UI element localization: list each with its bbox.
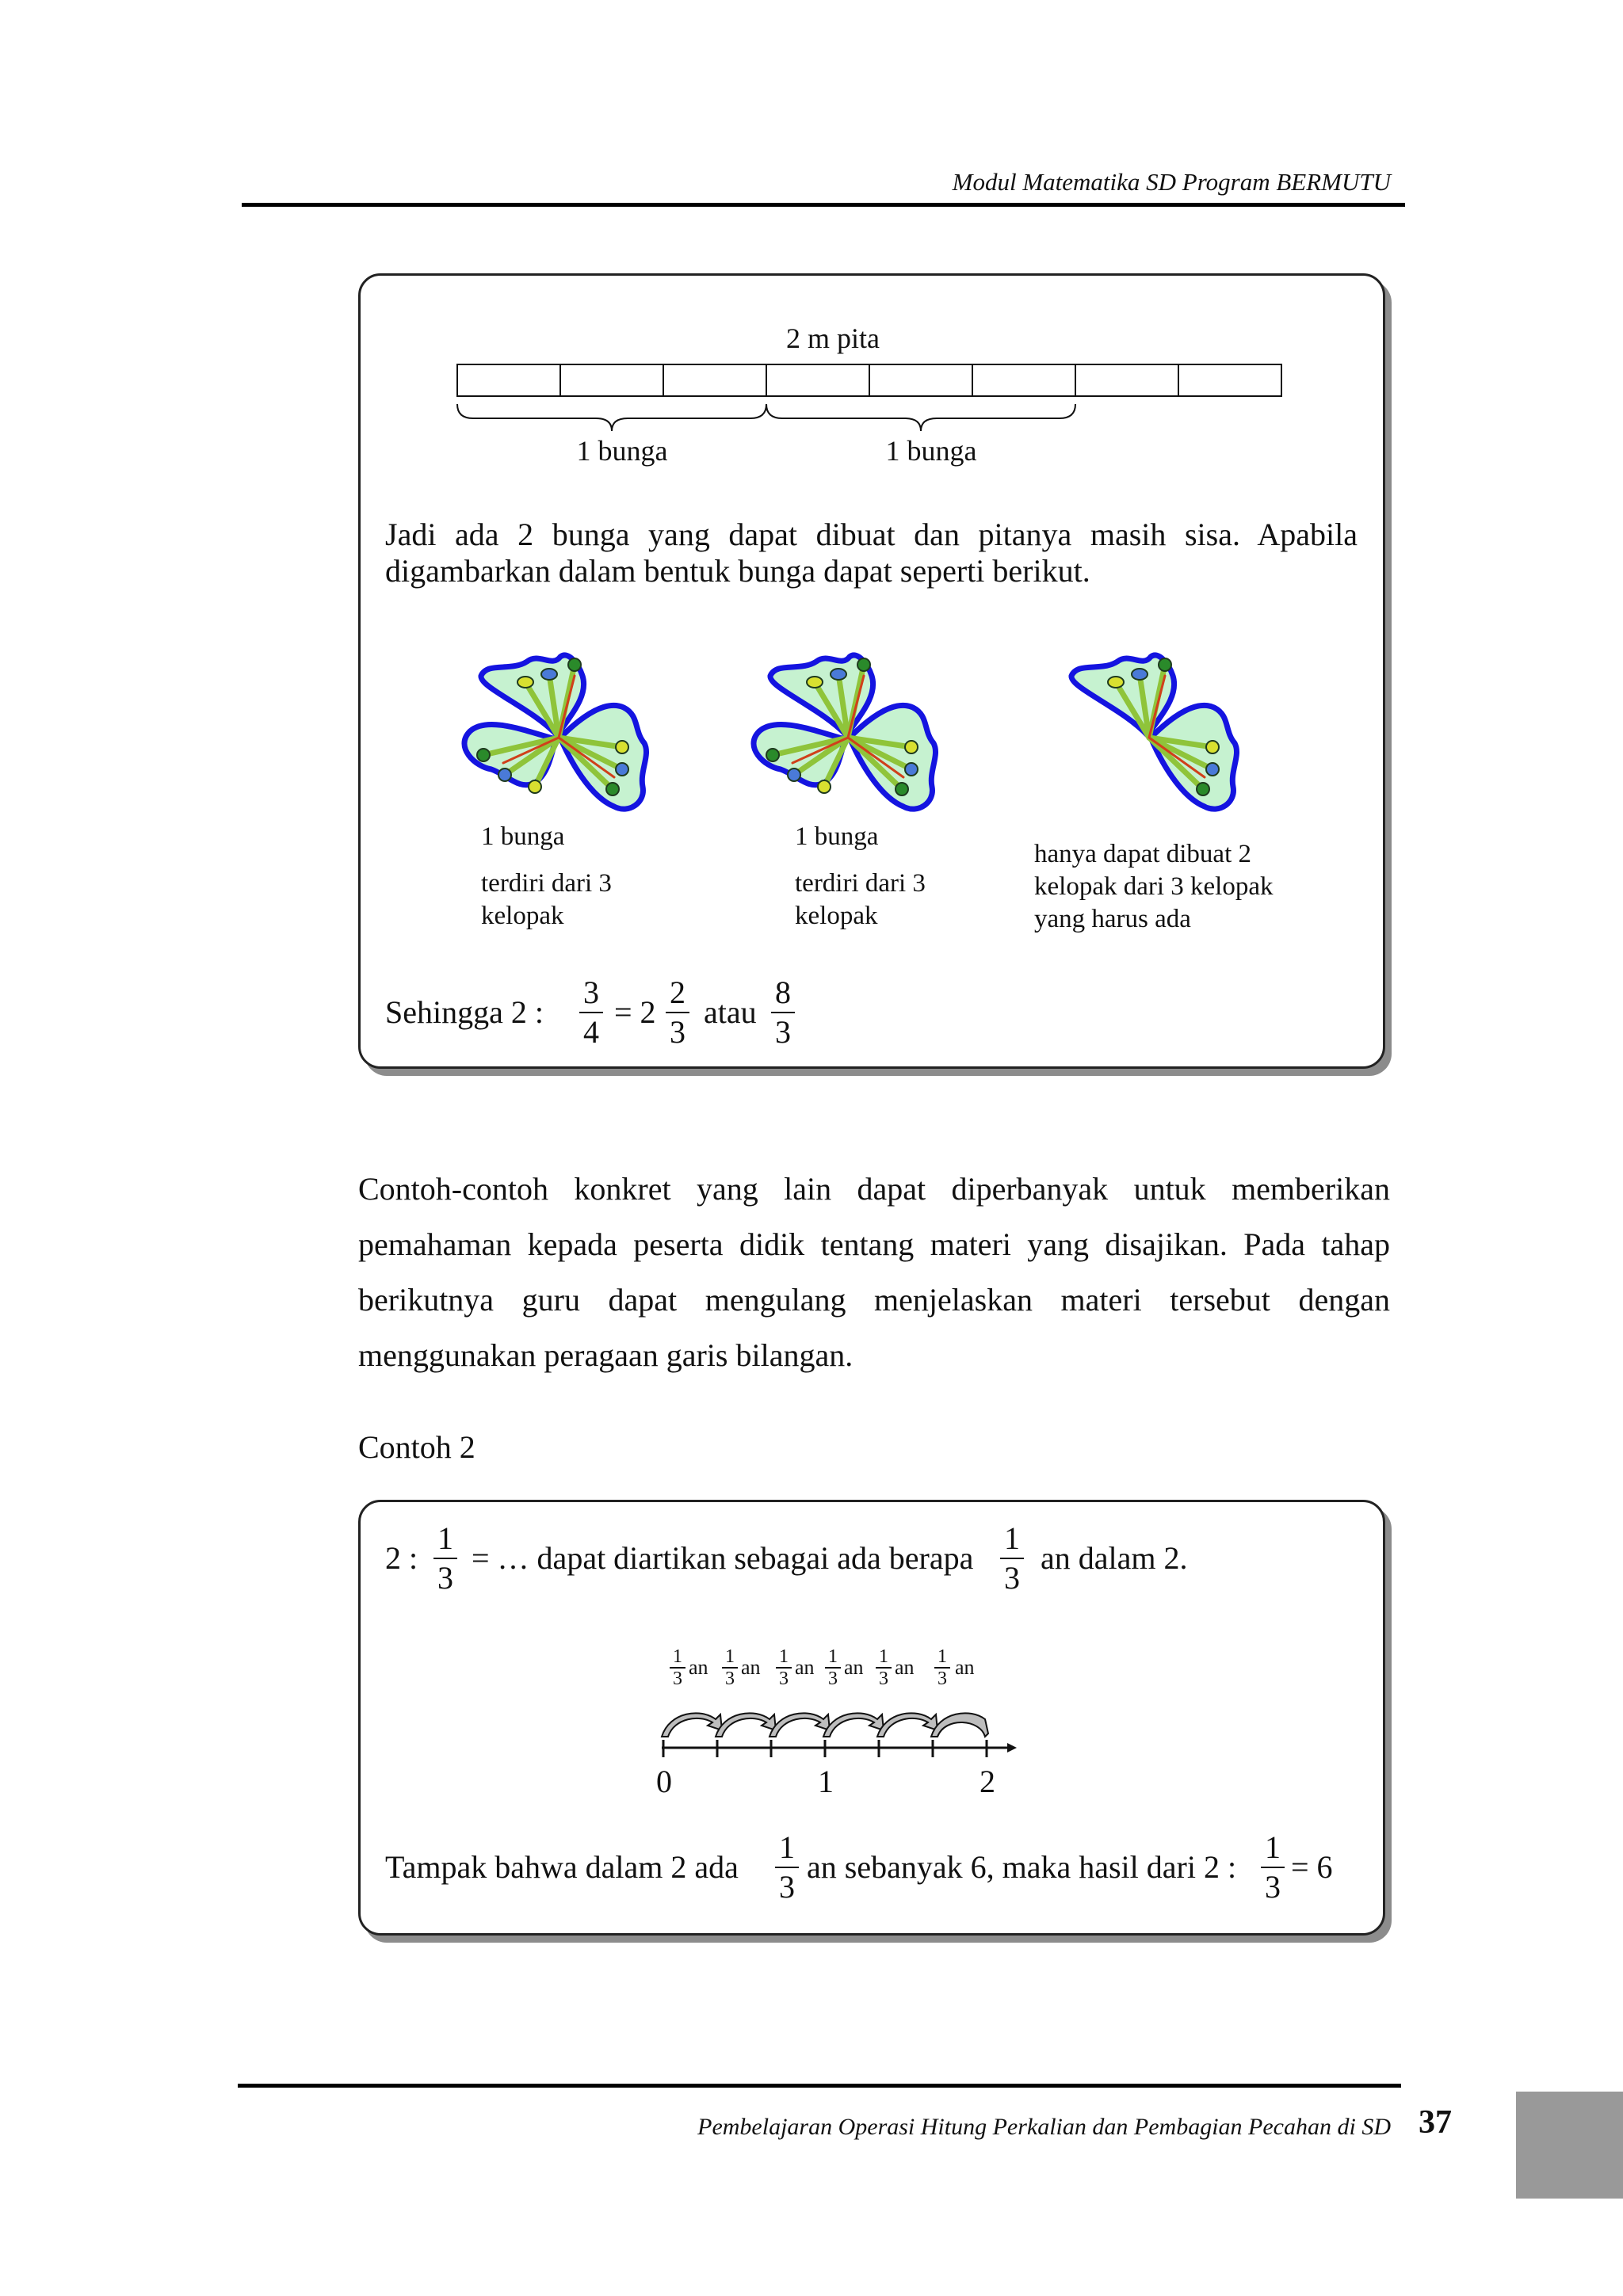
fraction-bar	[1261, 1867, 1285, 1868]
flower3-desc-2: kelopak dari 3 kelopak	[1034, 872, 1274, 901]
hop-arrow-5	[877, 1713, 938, 1737]
hop-label-fraction-6: 1 3	[934, 1647, 950, 1688]
numerator: 1	[1004, 1520, 1020, 1556]
flower-2	[745, 636, 951, 822]
axis-arrowhead	[1007, 1743, 1017, 1753]
box2-line1-fraction-1	[433, 1520, 457, 1596]
flower2-desc-1: terdiri dari 3	[795, 869, 926, 898]
hop-label-suffix-5: an	[895, 1656, 915, 1679]
tick-label-0: 0	[656, 1764, 672, 1799]
brace-left	[457, 404, 766, 431]
hop-label-suffix-6: an	[955, 1656, 975, 1679]
equation-equals: = 2	[614, 994, 656, 1030]
running-header: Modul Matematika SD Program BERMUTU	[952, 168, 1391, 196]
brace-label-1: 1 bunga	[576, 435, 668, 467]
flower1-desc-2: kelopak	[481, 902, 564, 930]
brace-label-2: 1 bunga	[885, 435, 977, 467]
numerator: 2	[670, 974, 685, 1010]
hop-label-fraction-2: 1 3	[722, 1647, 738, 1688]
footer-title: Pembelajaran Operasi Hitung Perkalian dan Pembagian Pecahan di SD	[697, 2114, 1391, 2140]
hop-arrows	[662, 1713, 988, 1737]
body-line-4: menggunakan peragaan garis bilangan.	[358, 1337, 854, 1373]
equation-fraction-1	[579, 974, 603, 1050]
numerator: 1	[437, 1520, 453, 1556]
hop-arrow-3	[769, 1713, 830, 1737]
example-heading: Contoh 2	[358, 1429, 475, 1465]
number-line	[654, 1702, 1018, 1773]
tick-label-2: 2	[980, 1764, 995, 1799]
denominator: 3	[670, 1014, 685, 1050]
flower1-title: 1 bunga	[481, 822, 565, 851]
denominator: 3	[1265, 1869, 1281, 1905]
numerator: 3	[583, 974, 599, 1010]
fraction-bar	[1000, 1558, 1024, 1559]
hop-arrow-1	[662, 1713, 722, 1737]
flower-1	[456, 636, 662, 822]
box2-line1-fraction-2	[1000, 1520, 1024, 1596]
ribbon-segments	[457, 364, 1281, 396]
conclusion-fraction-1	[775, 1829, 799, 1905]
box1-paragraph: Jadi ada 2 bunga yang dapat dibuat dan pitanya masih sisa. Apabila digambarkan dalam bentuk bunga dapat seperti berikut.	[385, 517, 1358, 589]
body-line-3: berikutnya guru dapat mengulang menjelaskan materi tersebut dengan	[358, 1282, 1390, 1318]
hop-arrow-2	[716, 1713, 776, 1737]
hop-arrow-4	[823, 1713, 884, 1737]
equation-fraction-3	[771, 974, 795, 1050]
hop-label-fraction-3: 1 3	[776, 1647, 792, 1688]
body-paragraph	[358, 1161, 1390, 1383]
denominator: 3	[779, 1869, 795, 1905]
denominator: 3	[437, 1560, 453, 1596]
numerator: 1	[1265, 1829, 1281, 1865]
hop-label-suffix-1: an	[689, 1656, 708, 1679]
flower1-desc-1: terdiri dari 3	[481, 869, 612, 898]
box2-line1-middle: = … dapat diartikan sebagai ada berapa	[472, 1540, 974, 1576]
denominator: 3	[775, 1014, 791, 1050]
fraction-bar	[771, 1012, 795, 1013]
flower2-title: 1 bunga	[795, 822, 879, 851]
tick-label-1: 1	[818, 1764, 834, 1799]
flower2-desc-2: kelopak	[795, 902, 878, 930]
footer-rule	[238, 2084, 1401, 2088]
conclusion-fraction-2	[1261, 1829, 1285, 1905]
fraction-bar	[579, 1012, 603, 1013]
ribbon-label: 2 m pita	[786, 322, 880, 354]
numerator: 8	[775, 974, 791, 1010]
fraction-bar	[666, 1012, 689, 1013]
hop-arrow-6	[931, 1713, 988, 1737]
body-line-1: Contoh-contoh konkret yang lain dapat diperbanyak untuk memberikan	[358, 1171, 1390, 1207]
fraction-bar	[433, 1558, 457, 1559]
conclusion-suffix: = 6	[1291, 1849, 1333, 1885]
equation-prefix: Sehingga 2 :	[385, 994, 544, 1030]
denominator: 4	[583, 1014, 599, 1050]
ribbon-diagram	[456, 363, 1296, 490]
equation-atau: atau	[704, 994, 757, 1030]
hop-label-suffix-2: an	[741, 1656, 761, 1679]
fraction-bar	[775, 1867, 799, 1868]
conclusion-prefix: Tampak bahwa dalam 2 ada	[385, 1849, 739, 1885]
flower-petals	[1071, 655, 1237, 809]
box1-frame	[358, 273, 1385, 1069]
page-tab	[1516, 2092, 1623, 2199]
conclusion-middle: an sebanyak 6, maka hasil dari 2 :	[807, 1849, 1237, 1885]
flower3-desc-3: yang harus ada	[1034, 905, 1191, 933]
page-number: 37	[1419, 2104, 1452, 2141]
hop-label-suffix-3: an	[795, 1656, 815, 1679]
box2-frame	[358, 1500, 1385, 1936]
flower3-desc-1: hanya dapat dibuat 2	[1034, 840, 1251, 868]
brace-right	[766, 404, 1075, 431]
hop-label-suffix-4: an	[844, 1656, 864, 1679]
hop-label-fraction-4: 1 3	[825, 1647, 841, 1688]
box2-line1-suffix: an dalam 2.	[1041, 1540, 1188, 1576]
box2-line1-prefix: 2 :	[385, 1540, 418, 1576]
body-line-2: pemahaman kepada peserta didik tentang materi yang disajikan. Pada tahap	[358, 1226, 1390, 1262]
denominator: 3	[1004, 1560, 1020, 1596]
numerator: 1	[779, 1829, 795, 1865]
hop-label-fraction-5: 1 3	[876, 1647, 892, 1688]
equation-fraction-2	[666, 974, 689, 1050]
hop-label-fraction-1: 1 3	[670, 1647, 685, 1688]
header-rule	[242, 203, 1405, 207]
flower-3-partial	[1046, 636, 1252, 822]
